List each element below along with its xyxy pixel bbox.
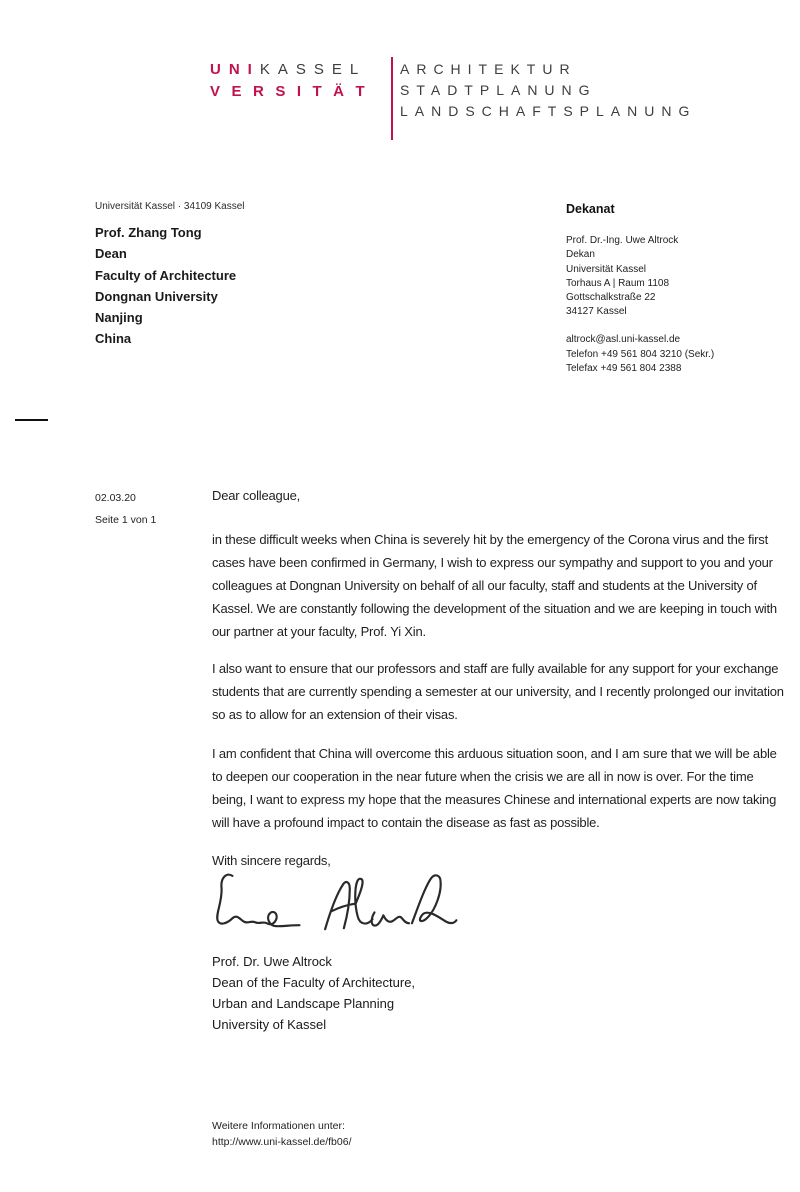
footer-label: Weitere Informationen unter: bbox=[212, 1120, 345, 1132]
footer-url: http://www.uni-kassel.de/fb06/ bbox=[212, 1135, 352, 1148]
logo-wordmark-line1 bbox=[210, 59, 391, 81]
page-indicator: Seite 1 von 1 bbox=[95, 514, 157, 526]
body-paragraph: I am confident that China will overcome this arduous situation soon, and I am sure that we will be able to deepen our cooperation in the near future when the crisis we are all in now is over. For the time being, I want to express my hope that the measures Chinese and international experts are now taking will have a profound impact to contain the disease as fast as possible. bbox=[212, 746, 777, 830]
signer-title-line: Dean of the Faculty of Architecture, bbox=[212, 975, 416, 990]
signer-institution: University of Kassel bbox=[212, 1017, 327, 1032]
contact-communication-block bbox=[566, 333, 776, 376]
faculty-line: LANDSCHAFTSPLANUNG bbox=[400, 103, 697, 119]
logo-wordmark bbox=[210, 57, 391, 103]
body-paragraph: I also want to ensure that our professors and staff are fully available for any support for your exchange students that are currently spending a semester at our university, and I recently prolonged our invitation so as to allow for an extension of their visas. bbox=[212, 661, 784, 722]
salutation: Dear colleague, bbox=[212, 488, 301, 503]
contact-address-block bbox=[566, 234, 776, 319]
body-paragraph: in these difficult weeks when China is severely hit by the emergency of the Corona virus and the first cases have been confirmed in Germany, I wish to express our sympathy and support to you and your colleagues at Dongnan University on behalf of all our faculty, staff and students at the University of Kassel. We are constantly following the development of the situation and we are keeping in touch with our partner at your faculty, Prof. Yi Xin. bbox=[212, 532, 777, 639]
recipient-line: Dongnan University bbox=[95, 288, 218, 304]
fold-mark bbox=[15, 419, 48, 421]
contact-fax: Telefax +49 561 804 2388 bbox=[566, 362, 682, 374]
faculty-wordmark bbox=[400, 57, 696, 122]
contact-info-column bbox=[566, 202, 776, 376]
recipient-line: China bbox=[95, 331, 132, 347]
faculty-line: ARCHITEKTUR bbox=[400, 61, 577, 77]
recipient-line: Dean bbox=[95, 246, 127, 262]
recipient-line: Nanjing bbox=[95, 310, 143, 326]
letter-body bbox=[212, 484, 790, 872]
recipient-line: Faculty of Architecture bbox=[95, 267, 237, 283]
contact-address-line: Torhaus A | Raum 1108 bbox=[566, 277, 670, 289]
sender-return-address: Universität Kassel · 34109 Kassel bbox=[95, 201, 245, 212]
contact-email: altrock@asl.uni-kassel.de bbox=[566, 334, 681, 346]
footer-info bbox=[212, 1119, 352, 1150]
logo-uni-text: UNI bbox=[210, 61, 260, 78]
logo-versitaet-text: VERSITÄT bbox=[210, 83, 377, 100]
letter-date: 02.03.20 bbox=[95, 492, 136, 504]
signer-block bbox=[212, 951, 415, 1035]
closing-line: With sincere regards, bbox=[212, 853, 331, 868]
logo-kassel-text: KASSEL bbox=[259, 61, 367, 78]
university-logo bbox=[210, 57, 696, 140]
signer-name: Prof. Dr. Uwe Altrock bbox=[212, 954, 332, 969]
signer-title-line: Urban and Landscape Planning bbox=[212, 996, 395, 1011]
signature-stroke-first-name bbox=[217, 875, 299, 927]
logo-divider-line bbox=[391, 57, 393, 140]
contact-address-line: Universität Kassel bbox=[566, 263, 647, 275]
contact-address-line: Dekan bbox=[566, 249, 595, 261]
contact-address-line: Gottschalkstraße 22 bbox=[566, 292, 656, 304]
handwritten-signature-image bbox=[208, 868, 460, 942]
recipient-address-block bbox=[95, 222, 236, 350]
faculty-line: STADTPLANUNG bbox=[400, 82, 597, 98]
contact-address-line: 34127 Kassel bbox=[566, 306, 627, 318]
contact-heading: Dekanat bbox=[566, 202, 615, 216]
contact-phone: Telefon +49 561 804 3210 (Sekr.) bbox=[566, 348, 715, 360]
contact-address-line: Prof. Dr.-Ing. Uwe Altrock bbox=[566, 235, 679, 247]
recipient-line: Prof. Zhang Tong bbox=[95, 225, 202, 240]
letter-meta bbox=[95, 487, 156, 531]
signature-stroke-last-name bbox=[325, 875, 456, 929]
